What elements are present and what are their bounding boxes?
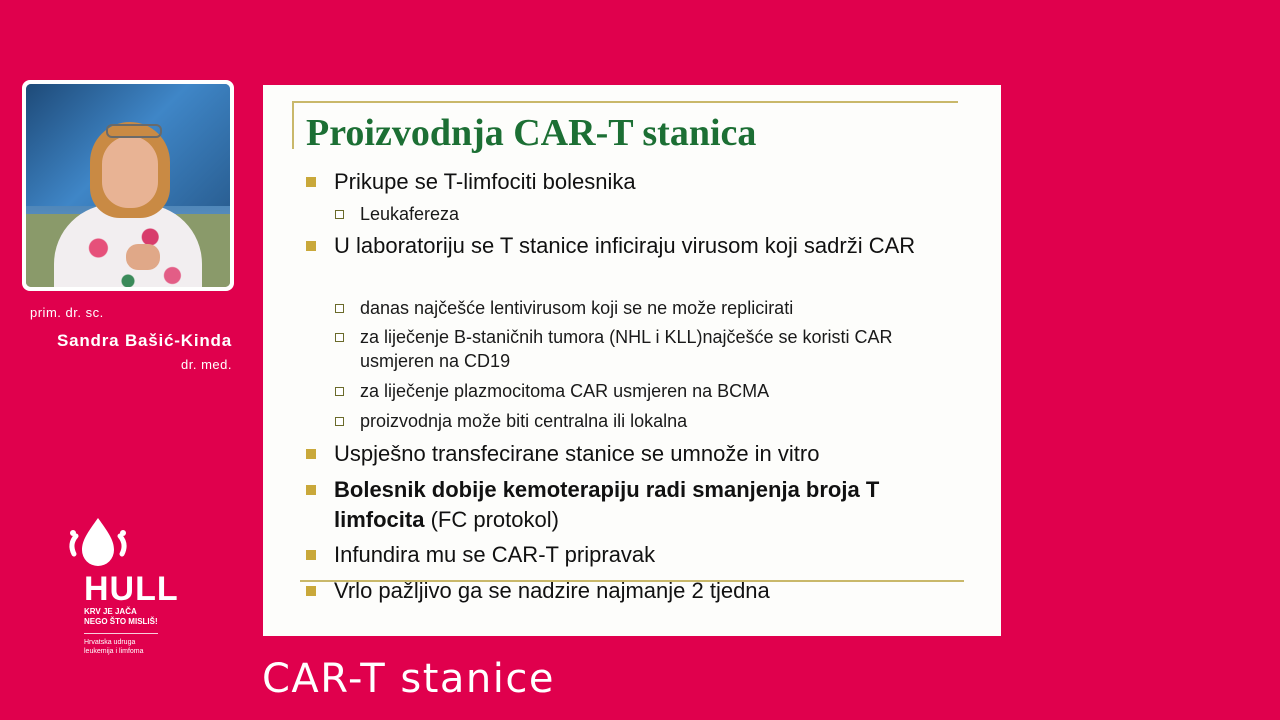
- bullet-text: Uspješno transfecirane stanice se umnože in vitro: [334, 441, 820, 466]
- speaker-face: [102, 136, 158, 208]
- slide-top-rule-vertical: [292, 101, 294, 149]
- sub-bullet-item: [360, 325, 930, 373]
- logo-wordmark: HULL: [84, 570, 179, 608]
- logo-org-line-2: leukemija i limfoma: [84, 648, 144, 655]
- speaker-title-prefix: prim. dr. sc.: [30, 305, 104, 320]
- logo-tagline-line-2: NEGO ŠTO MISLIŠ!: [84, 617, 158, 626]
- sub-bullet-text: danas najčešće lentivirusom koji se ne može replicirati: [360, 298, 794, 318]
- logo-divider: [84, 633, 158, 634]
- sub-bullet-item: [360, 202, 930, 226]
- presentation-slide: [263, 85, 1001, 636]
- checkbox-bullet-icon: [335, 210, 344, 219]
- logo-tagline-line-1: KRV JE JAČA: [84, 607, 137, 616]
- bullet-item: [334, 475, 944, 535]
- sub-bullet-item: [360, 379, 930, 403]
- square-bullet-icon: [306, 485, 316, 495]
- bullet-item: [334, 439, 944, 469]
- sub-bullet-text: za liječenje B-staničnih tumora (NHL i KLL)najčešće se koristi CAR usmjeren na CD19: [360, 327, 893, 371]
- sub-bullet-text: proizvodnja može biti centralna ili lokalna: [360, 411, 688, 431]
- bullet-text: U laboratoriju se T stanice inficiraju virusom koji sadrži CAR: [334, 233, 916, 258]
- speaker-video-frame: [22, 80, 234, 291]
- blood-drop-icon: [66, 516, 130, 576]
- square-bullet-icon: [306, 241, 316, 251]
- speaker-glasses: [106, 124, 162, 138]
- checkbox-bullet-icon: [335, 304, 344, 313]
- square-bullet-icon: [306, 449, 316, 459]
- square-bullet-icon: [306, 177, 316, 187]
- logo-org-line-1: Hrvatska udruga: [84, 639, 136, 646]
- speaker-name: Sandra Bašić-Kinda: [56, 331, 232, 350]
- sub-bullet-item: [360, 296, 930, 320]
- checkbox-bullet-icon: [335, 333, 344, 342]
- speaker-title-suffix: dr. med.: [181, 357, 232, 372]
- sub-bullet-text: za liječenje plazmocitoma CAR usmjeren na BCMA: [360, 381, 770, 401]
- checkbox-bullet-icon: [335, 417, 344, 426]
- sub-bullet-text: Leukafereza: [360, 204, 460, 224]
- bullet-item: [334, 231, 944, 261]
- checkbox-bullet-icon: [335, 387, 344, 396]
- bullet-text: Vrlo pažljivo ga se nadzire najmanje 2 tjedna: [334, 578, 770, 603]
- square-bullet-icon: [306, 586, 316, 596]
- speaker-hand: [126, 244, 160, 270]
- hull-logo: [66, 516, 196, 666]
- bullet-text: Prikupe se T-limfociti bolesnika: [334, 169, 636, 194]
- sub-bullet-item: [360, 409, 930, 433]
- bullet-text-rest: (FC protokol): [424, 507, 559, 532]
- segment-title: CAR-T stanice: [262, 656, 555, 702]
- speaker-video: [26, 84, 230, 287]
- bullet-item: [334, 576, 944, 606]
- bullet-text-bold: Bolesnik dobije kemoterapiju radi smanjenja broja T limfocita: [334, 477, 880, 532]
- slide-top-rule: [292, 101, 958, 103]
- bullet-text: Infundira mu se CAR-T pripravak: [334, 542, 656, 567]
- bullet-item: [334, 540, 944, 570]
- logo-organization: [84, 638, 184, 656]
- slide-title: Proizvodnja CAR-T stanica: [306, 112, 757, 154]
- square-bullet-icon: [306, 550, 316, 560]
- logo-tagline: [84, 607, 184, 627]
- bullet-item: [334, 167, 944, 197]
